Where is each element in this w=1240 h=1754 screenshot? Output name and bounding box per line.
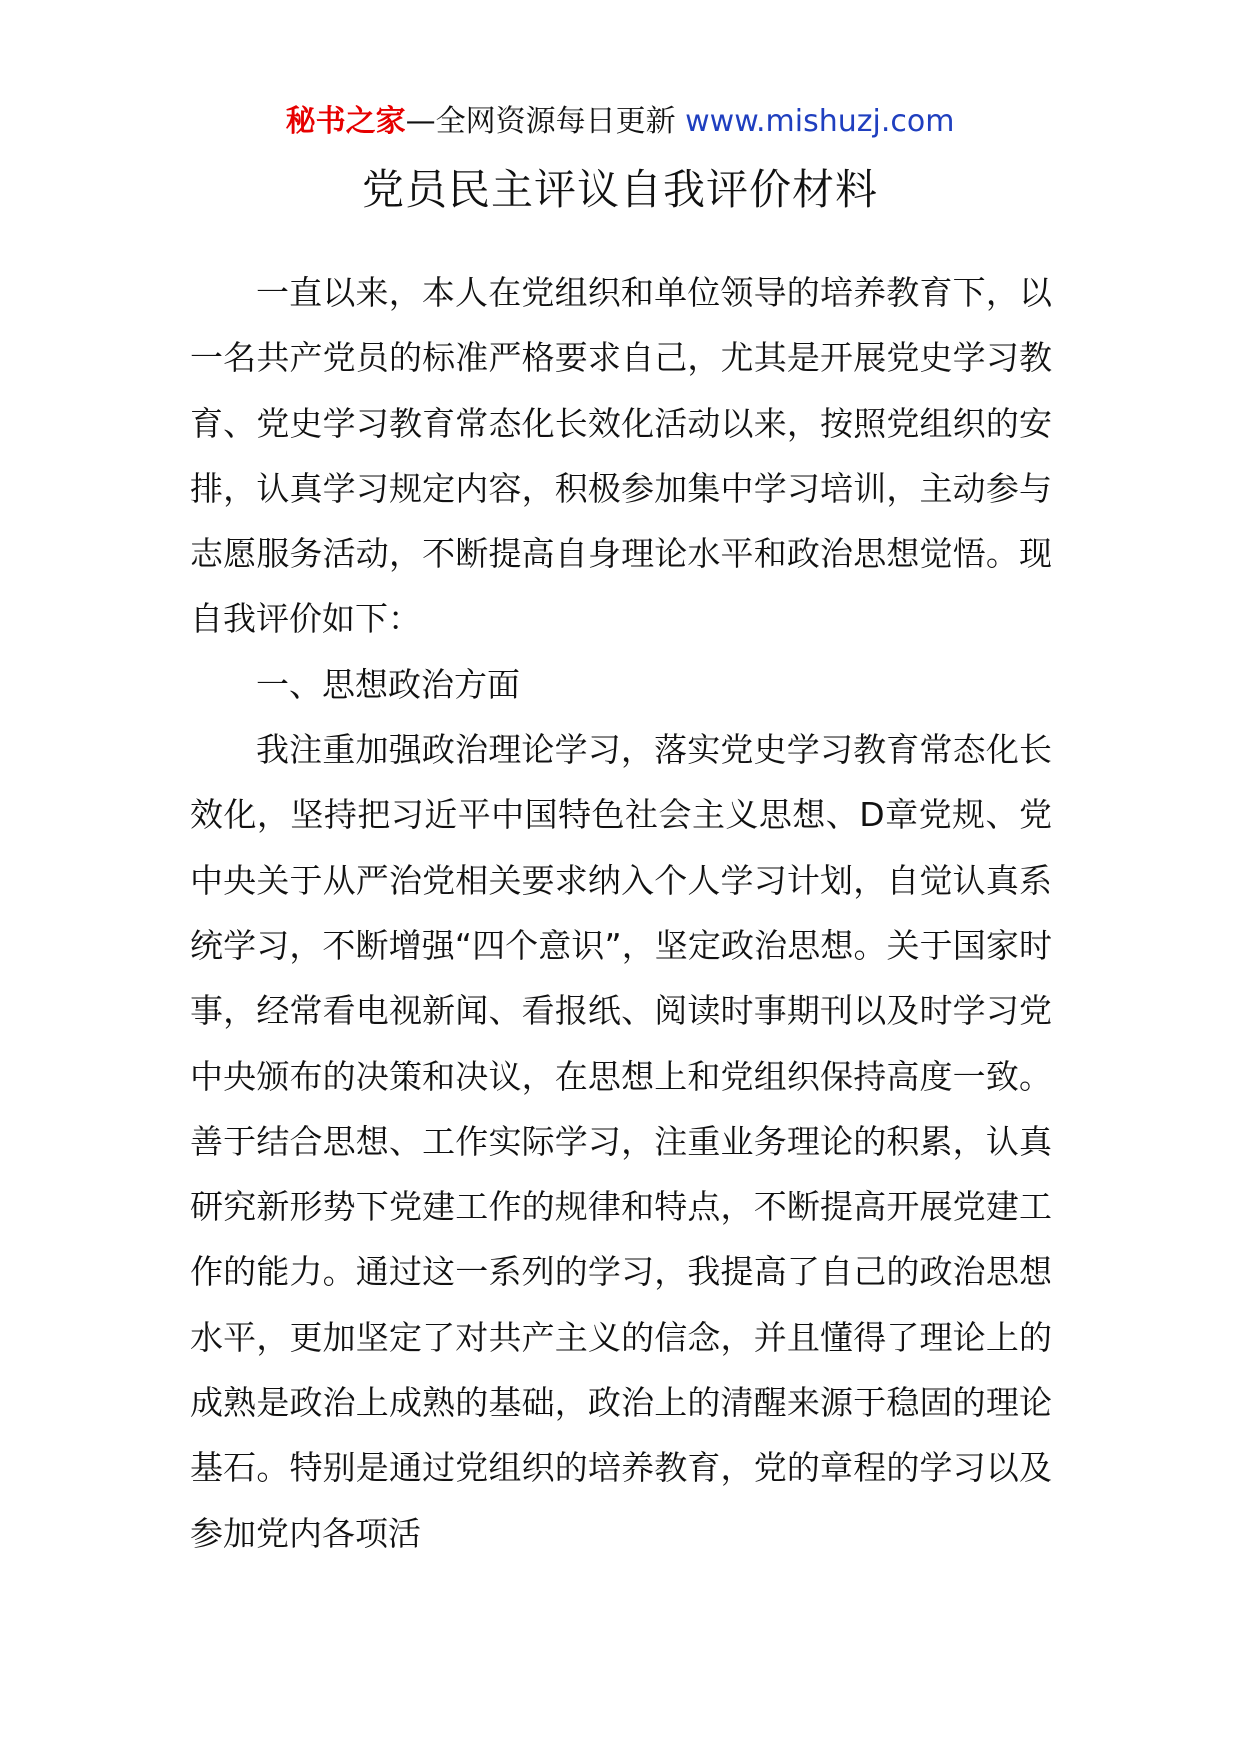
brand-name: 秘书之家: [285, 104, 406, 139]
site-banner: [0, 100, 1240, 144]
document-body: [190, 260, 1052, 1566]
document-title: 党员民主评议自我评价材料: [361, 165, 878, 214]
banner-tagline: —全网资源每日更新: [405, 104, 686, 139]
body-paragraph: 我注重加强政治理论学习，落实党史学习教育常态化长效化，坚持把习近平中国特色社会主义思想、D章党规、党中央关于从严治党相关要求纳入个人学习计划，自觉认真系统学习，不断增强“四个意识”，坚定政治思想。关于国家时事，经常看电视新闻、看报纸、阅读时事期刊以及时学习党中央颁布的决策和决议，在思想上和党组织保持高度一致。善于结合思想、工作实际学习，注重业务理论的积累，认真研究新形势下党建工作的规律和特点，不断提高开展党建工作的能力。通过这一系列的学习，我提高了自己的政治思想水平，更加坚定了对共产主义的信念，并且懂得了理论上的成熟是政治上成熟的基础，政治上的清醒来源于稳固的理论基石。特别是通过党组织的培养教育，党的章程的学习以及参加党内各项活: [190, 730, 1052, 1553]
intro-paragraph: 一直以来，本人在党组织和单位领导的培养教育下，以一名共产党员的标准严格要求自己，尤其是开展党史学习教育、党史学习教育常态化长效化活动以来，按照党组织的安排，认真学习规定内容，积极参加集中学习培训，主动参与志愿服务活动，不断提高自身理论水平和政治思想觉悟。现自我评价如下：: [190, 273, 1052, 639]
section-heading-ideology: 一、思想政治方面: [256, 664, 520, 704]
site-url-link[interactable]: www.mishuzj.com: [685, 104, 955, 139]
